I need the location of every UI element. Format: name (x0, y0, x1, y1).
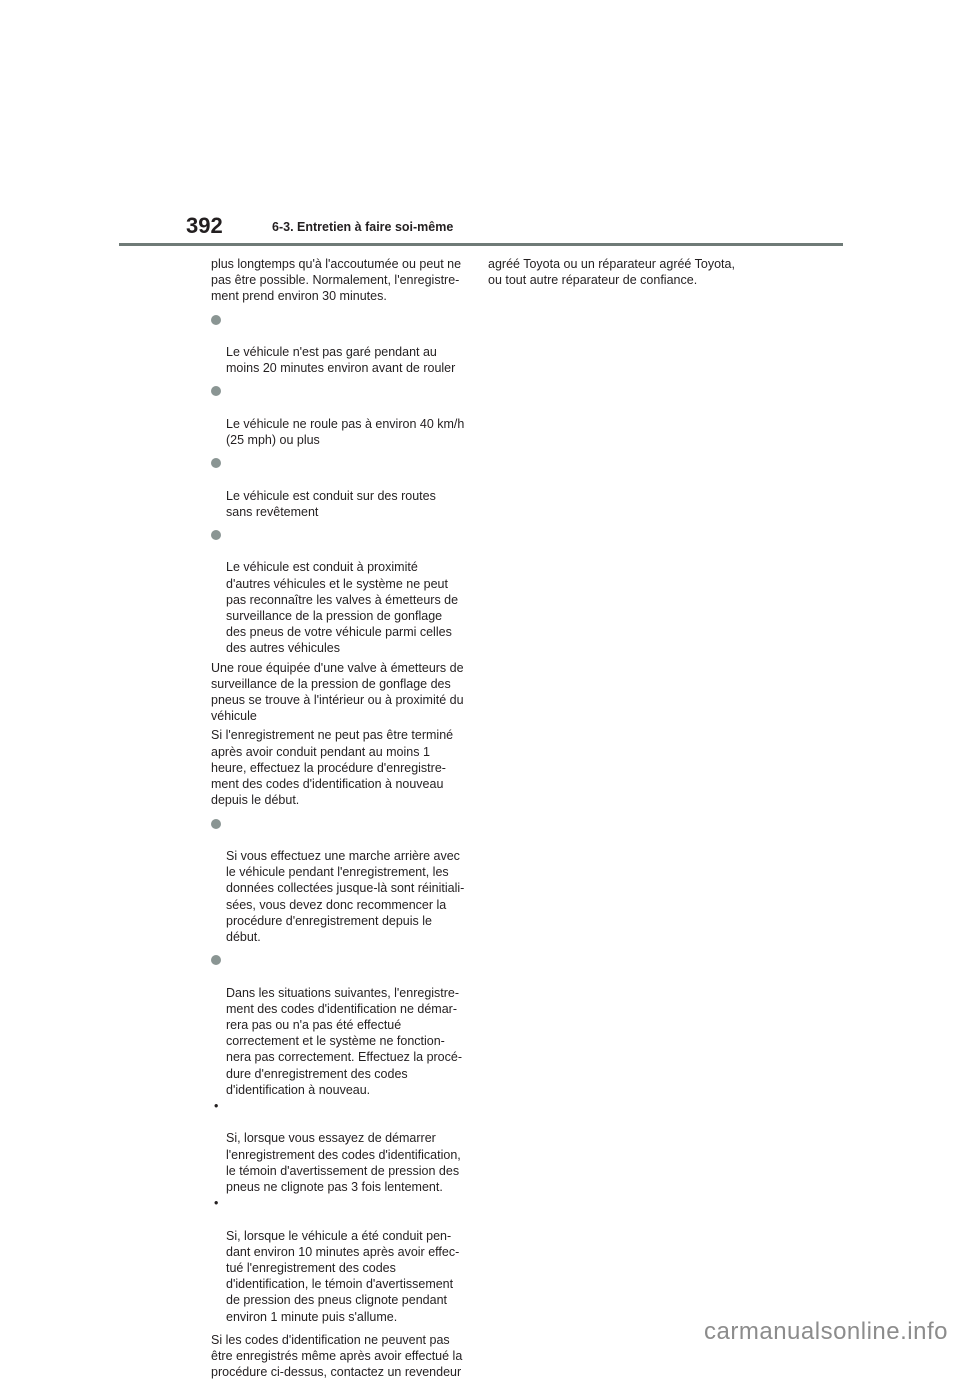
bullet-dot-icon (211, 819, 221, 829)
bullet-item (211, 312, 481, 377)
bullet-item (211, 816, 481, 946)
sub-list (211, 1098, 481, 1325)
bullet-dot-icon (211, 955, 221, 965)
bullet-item (211, 527, 481, 657)
bullet-dot-icon (211, 386, 221, 396)
wheel-paragraph: Une roue équipée d'une valve à émetteurs de surveillance de la pression de gonflage des pneus se trouve à l'intérieur ou à proximité du véhicule (211, 660, 464, 724)
bullet-item (211, 455, 481, 520)
header-divider (119, 243, 843, 246)
intro-paragraph: plus longtemps qu'à l'accoutumée ou peut ne pas être possible. Normalement, l'enregistre- ment prend environ 30 minutes. (211, 257, 462, 304)
bullet-dot-icon (211, 530, 221, 540)
sub-bullet-marker: • (214, 1098, 219, 1113)
sub-bullet-marker: • (214, 1196, 219, 1211)
right-column (488, 256, 758, 295)
bullet-item (211, 383, 481, 448)
bullet-item (211, 952, 481, 1098)
section-title: 6-3. Entretien à faire soi-même (272, 220, 454, 234)
closing-paragraph: Si les codes d'identification ne peuvent pas être enregistrés même après avoir effectué la procédure ci-dessus, contactez un revendeur (211, 1332, 463, 1380)
left-column (211, 256, 481, 1387)
bullet-dot-icon (211, 458, 221, 468)
continuation-paragraph: agréé Toyota ou un réparateur agréé Toyota, ou tout autre réparateur de confiance. (488, 257, 735, 288)
sub-item-text: Si, lorsque le véhicule a été conduit pen- dant environ 10 minutes après avoir effec- tué l'enregistrement des codes d'identification, le témoin d'avertissement de pression des pneus clignote pendant environ 1 minute puis s'allume. (226, 1228, 460, 1324)
retry-paragraph: Si l'enregistrement ne peut pas être terminé après avoir conduit pendant au moins 1 heure, effectuez la procédure d'enregistre- ment des codes d'identification à nouveau depuis le début. (211, 728, 454, 808)
bullet-text: Si vous effectuez une marche arrière avec le véhicule pendant l'enregistrement, les données collectées jusque-là sont réinitiali- sées, vous devez donc recommencer la procédure d'enregistrement depuis le début. (226, 848, 465, 944)
page-number: 392 (186, 213, 223, 238)
bullet-text: Le véhicule n'est pas garé pendant au moins 20 minutes environ avant de rouler (226, 345, 456, 376)
watermark: carmanualsonline.info (704, 1318, 948, 1345)
bullet-text: Le véhicule est conduit sur des routes sans revêtement (226, 488, 436, 519)
sub-list-item (211, 1195, 481, 1325)
bullet-dot-icon (211, 315, 221, 325)
bullet-text: Le véhicule est conduit à proximité d'autres véhicules et le système ne peut pas reconnaître les valves à émetteurs de surveillance de la pression de gonflage des pneus de votre véhicule parmi celles des autres véhicules (226, 560, 459, 656)
page-header (0, 0, 960, 250)
bullet-text: Dans les situations suivantes, l'enregistre- ment des codes d'identification ne démar- rera pas ou n'a pas été effectué correctement et le système ne fonction- nera pas correctement. Effectuez la procé- dure d'enregistrement des codes d'identification à nouveau. (226, 985, 462, 1097)
bullet-text: Le véhicule ne roule pas à environ 40 km/h (25 mph) ou plus (226, 416, 465, 448)
sub-item-text: Si, lorsque vous essayez de démarrer l'enregistrement des codes d'identification, le témoin d'avertissement de pression des pneus ne clignote pas 3 fois lentement. (226, 1131, 461, 1194)
sub-list-item (211, 1098, 481, 1195)
